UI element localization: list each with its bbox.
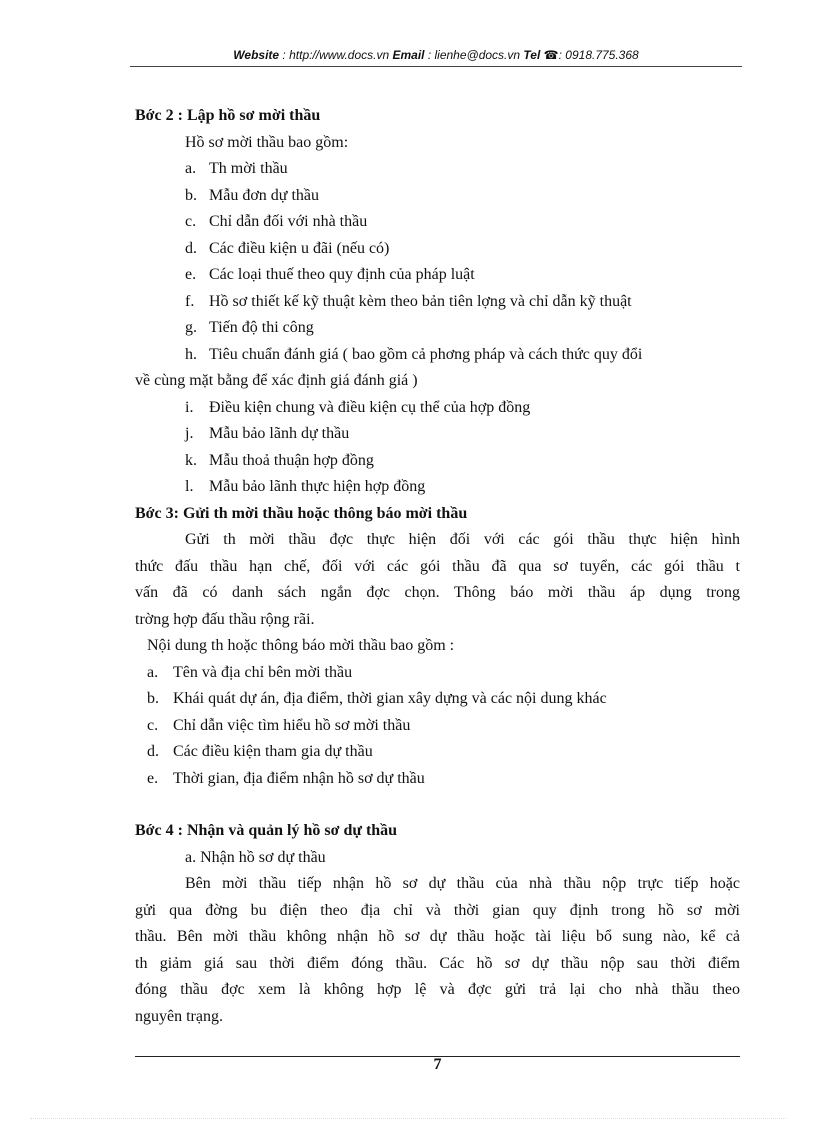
step2-heading: Bớc 2 : Lập hồ sơ mời thầu [135, 107, 321, 124]
list-item [135, 421, 740, 448]
list-marker: a. [185, 160, 197, 177]
list-item [135, 395, 740, 422]
list-item-text: Mẫu bảo lãnh dự thầu [209, 425, 350, 442]
step3-heading: Bớc 3: Gửi th mời thầu hoặc thông báo mời thầu [135, 504, 468, 522]
page-number: 7 [433, 1056, 442, 1073]
list-item [135, 474, 740, 501]
step4-para-line: thầu. Bên mời thầu không nhận hồ sơ dự thầu hoặc tài liệu bổ sung nào, kể cả [135, 928, 740, 945]
page-edge [30, 1118, 786, 1119]
step3-intro: Nội dung th hoặc thông báo mời thầu bao gồm : [147, 637, 455, 654]
step4-para-line: đóng thầu đợc xem là không hợp lệ và đợc gửi trả lại cho nhà thầu theo [135, 981, 740, 998]
list-marker: h. [185, 345, 197, 363]
step2-list [135, 156, 740, 368]
step4-para-line: Bên mời thầu tiếp nhận hồ sơ dự thầu của nhà thầu nộp trực tiếp hoặc [185, 875, 740, 892]
step2-intro: Hồ sơ mời thầu bao gồm: [185, 133, 349, 151]
list-item-text: Th mời thầu [209, 160, 288, 177]
list-item-text: Chỉ dẫn việc tìm hiểu hồ sơ mời thầu [173, 716, 411, 734]
step3-para-line: vấn đã có danh sách ngắn đợc chọn. Thông báo mời thầu áp dụng trong [135, 584, 740, 601]
step4-heading: Bớc 4 : Nhận và quản lý hồ sơ dự thầu [135, 822, 398, 839]
list-item [135, 262, 740, 289]
list-item-text: Mẫu bảo lãnh thực hiện hợp đồng [209, 478, 426, 495]
document-body [135, 103, 740, 1030]
page-header [130, 48, 742, 62]
list-item-text: Các điều kiện u đãi (nếu có) [209, 239, 390, 257]
list-item [135, 236, 740, 263]
list-marker: a. [147, 663, 159, 681]
step4-para-line: th giảm giá sau thời điểm đóng thầu. Các hồ sơ dự thầu nộp sau thời điểm [135, 954, 740, 972]
list-item [135, 156, 740, 183]
step3-list [135, 660, 740, 793]
list-marker: b. [147, 690, 159, 707]
step2-h-continuation: về cùng mặt bằng để xác định giá đánh giá ) [135, 372, 418, 389]
list-item [135, 315, 740, 342]
list-item-text: Tiêu chuẩn đánh giá ( bao gồm cả phơng pháp và cách thức quy đổi [209, 345, 643, 363]
list-marker: b. [185, 186, 197, 204]
website-label: Website [233, 48, 280, 62]
list-item [135, 183, 740, 210]
step4-para-line: gửi qua đờng bu điện theo địa chỉ và thời gian quy định trong hồ sơ mời [135, 901, 740, 919]
list-marker: e. [147, 769, 159, 787]
list-item-text: Các loại thuế theo quy định của pháp luật [209, 266, 475, 283]
step2-list-continued [135, 395, 740, 501]
list-marker: j. [185, 425, 194, 442]
tel-value: : 0918.775.368 [558, 48, 639, 62]
list-item [135, 739, 740, 766]
step4-para-line: nguyên trạng. [135, 1007, 223, 1025]
list-item-text: Chỉ dẫn đối với nhà thầu [209, 213, 368, 230]
list-item [135, 660, 740, 687]
list-item [135, 448, 740, 475]
list-marker: d. [147, 743, 159, 760]
list-marker: c. [147, 716, 159, 734]
header-rule [130, 66, 742, 67]
list-marker: i. [185, 398, 194, 416]
list-item [135, 766, 740, 793]
list-item [135, 686, 740, 713]
phone-icon: ☎ [543, 48, 559, 62]
list-item-text: Thời gian, địa điểm nhận hồ sơ dự thầu [173, 769, 425, 787]
step3-para-line: Gửi th mời thầu đợc thực hiện đối với các gói thầu thực hiện hình [185, 531, 740, 548]
list-marker: f. [185, 292, 195, 310]
list-marker: g. [185, 319, 197, 336]
list-marker: e. [185, 266, 197, 283]
website-value: : http://www.docs.vn [279, 48, 390, 62]
list-marker: k. [185, 451, 197, 469]
step4-subheading: a. Nhận hồ sơ dự thầu [185, 848, 326, 866]
list-item-text: Khái quát dự án, địa điểm, thời gian xây dựng và các nội dung khác [173, 690, 607, 707]
step3-para-line: trờng hợp đấu thầu rộng rãi. [135, 610, 315, 628]
list-item-text: Hồ sơ thiết kế kỹ thuật kèm theo bản tiên lợng và chỉ dẫn kỹ thuật [209, 292, 632, 310]
email-value: : lienhe@docs.vn [424, 48, 521, 62]
list-item [135, 342, 740, 369]
list-item [135, 289, 740, 316]
list-marker: l. [185, 478, 194, 495]
step3-para-line: thức đấu thầu hạn chế, đối với các gói thầu đã qua sơ tuyển, các gói thầu t [135, 557, 740, 575]
list-item-text: Các điều kiện tham gia dự thầu [173, 743, 373, 760]
list-item-text: Mẫu thoả thuận hợp đồng [209, 451, 374, 469]
list-item [135, 209, 740, 236]
list-item-text: Điều kiện chung và điều kiện cụ thể của hợp đồng [209, 398, 531, 416]
list-marker: c. [185, 213, 197, 230]
email-label: Email [392, 48, 425, 62]
list-item-text: Tên và địa chỉ bên mời thầu [173, 663, 353, 681]
list-item-text: Tiến độ thi công [209, 319, 314, 336]
tel-label: Tel [523, 48, 541, 62]
list-marker: d. [185, 239, 197, 257]
list-item-text: Mẫu đơn dự thầu [209, 186, 320, 204]
list-item [135, 713, 740, 740]
